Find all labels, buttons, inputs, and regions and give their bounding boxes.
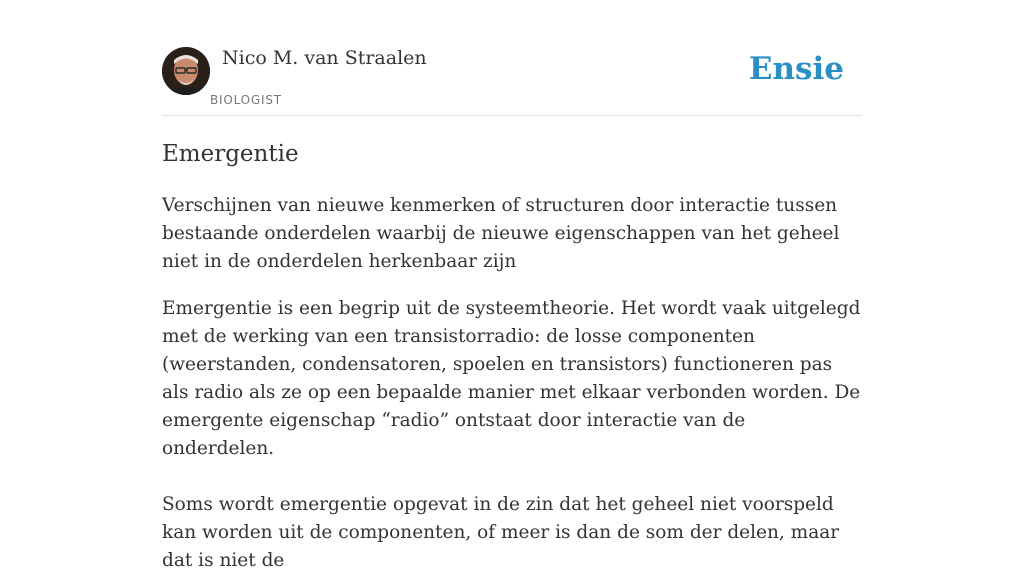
author-avatar[interactable] — [162, 47, 210, 95]
author-photo-icon — [162, 47, 210, 95]
entry-body: Emergentie is een begrip uit de systeemtheorie. Het wordt vaak uitgelegd met de werking van een transistorradio: de losse componenten (weerstanden, condensatoren, spoelen en transistors) functioneren pas als radio als ze op een bepaalde manier met elkaar verbonden worden. De emergente eigenschap “radio” ontstaat door interactie van de onderdelen. Soms wordt emergentie opgevat in de zin dat het geheel niet voorspeld kan worden uit de componenten, of meer is dan de som der delen, maar dat is niet de — [162, 298, 861, 571]
entry-title: Emergentie — [162, 141, 299, 167]
entry-definition: Verschijnen van nieuwe kenmerken of structuren door interactie tussen bestaande onderdelen waarbij de nieuwe eigenschappen van het geheel niet in de onderdelen herkenbaar zijn — [162, 195, 840, 272]
author-role: BIOLOGIST — [210, 93, 282, 107]
brand-logo[interactable]: Ensie — [748, 51, 844, 87]
entry-header — [162, 0, 862, 116]
entry-page — [162, 0, 862, 571]
author-name[interactable]: Nico M. van Straalen — [222, 47, 427, 69]
